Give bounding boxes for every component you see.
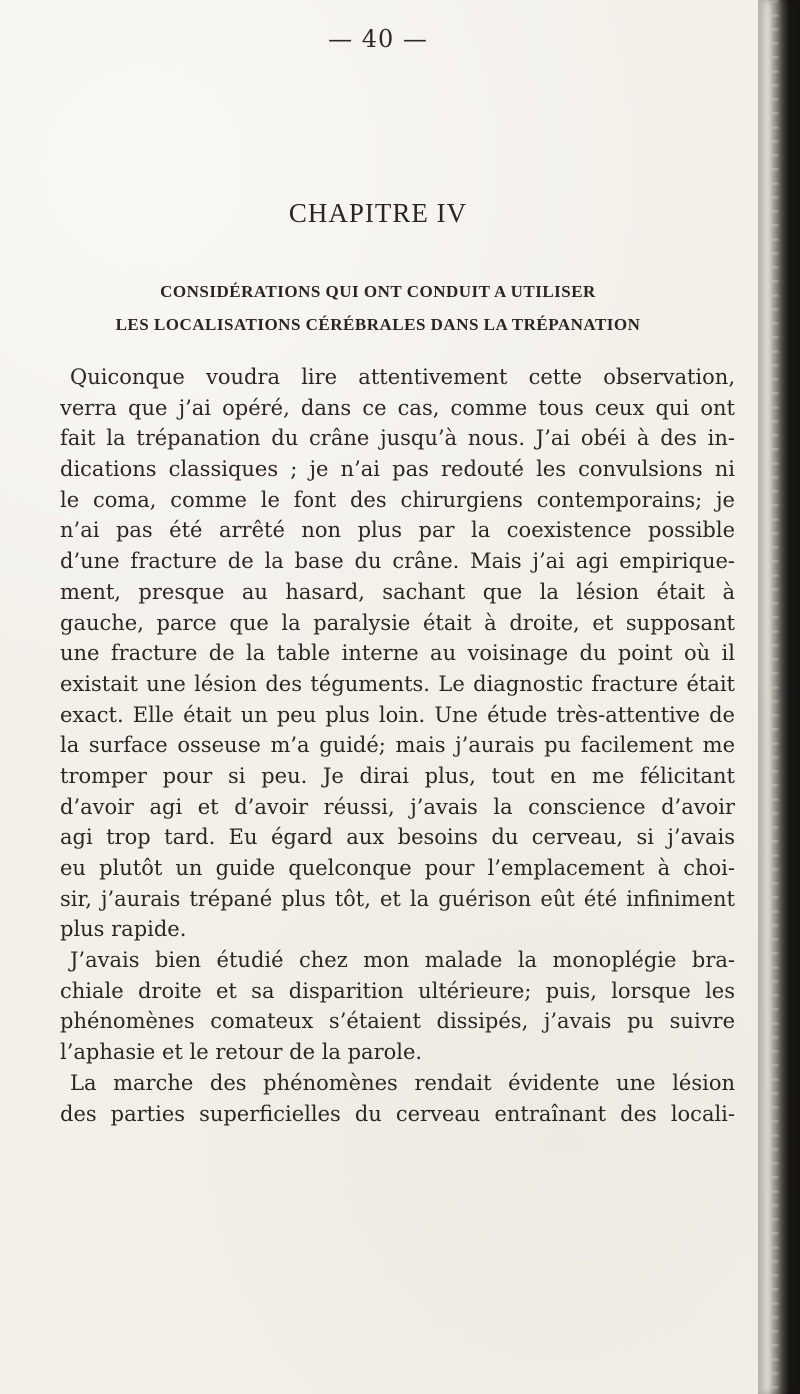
- chapter-title: CHAPITRE IV: [288, 198, 468, 228]
- chapter-subtitle-line-1: CONSIDÉRATIONS QUI ONT CONDUIT A UTILISER: [160, 282, 596, 301]
- text-line: dications classiques ; je n’ai pas redouté les convulsions ni: [60, 457, 735, 482]
- text-line: exact. Elle était un peu plus loin. Une étude très-attentive de: [60, 702, 735, 727]
- text-line: plus rapide.: [60, 917, 187, 942]
- text-line: d’avoir agi et d’avoir réussi, j’avais la conscience d’avoir: [60, 794, 735, 819]
- text-line: n’ai pas été arrêté non plus par la coexistence possible: [60, 518, 735, 543]
- text-line: La marche des phénomènes rendait évidente une lésion: [70, 1070, 735, 1095]
- text-line: agi trop tard. Eu égard aux besoins du cerveau, si j’avais: [60, 825, 735, 850]
- text-line: J’avais bien étudié chez mon malade la monoplégie bra-: [70, 948, 735, 973]
- text-line: une fracture de la table interne au voisinage du point où il: [60, 641, 735, 666]
- text-line: phénomènes comateux s’étaient dissipés, j’avais pu suivre: [60, 1009, 735, 1034]
- text-line: chiale droite et sa disparition ultérieure; puis, lorsque les: [60, 978, 735, 1003]
- text-line: l’aphasie et le retour de la parole.: [60, 1040, 423, 1065]
- text-line: existait une lésion des téguments. Le diagnostic fracture était: [60, 671, 735, 696]
- text-line: verra que j’ai opéré, dans ce cas, comme tous ceux qui ont: [60, 395, 735, 420]
- book-spine-shadow: [758, 0, 800, 1394]
- body-text: [60, 362, 735, 1129]
- text-line: fait la trépanation du crâne jusqu’à nous. J’ai obéi à des in-: [60, 426, 735, 451]
- chapter-subtitle-line-2: LES LOCALISATIONS CÉRÉBRALES DANS LA TRÉPANATION: [115, 315, 641, 334]
- text-line: le coma, comme le font des chirurgiens contemporains; je: [60, 487, 735, 512]
- text-line: gauche, parce que la paralysie était à droite, et supposant: [60, 610, 735, 635]
- text-line: la surface osseuse m’a guidé; mais j’aurais pu facilement me: [60, 733, 735, 758]
- text-line: d’une fracture de la base du crâne. Mais j’ai agi empirique-: [60, 549, 735, 574]
- text-line: tromper pour si peu. Je dirai plus, tout en me félicitant: [60, 763, 735, 788]
- text-line: ment, presque au hasard, sachant que la lésion était à: [60, 579, 735, 604]
- page-number: — 40 —: [328, 25, 428, 53]
- text-line: sir, j’aurais trépané plus tôt, et la guérison eût été infiniment: [60, 886, 735, 911]
- text-line: Quiconque voudra lire attentivement cette observation,: [70, 365, 735, 389]
- text-line: des parties superficielles du cerveau entraînant des locali-: [60, 1101, 735, 1126]
- text-line: eu plutôt un guide quelconque pour l’emplacement à choi-: [60, 856, 735, 880]
